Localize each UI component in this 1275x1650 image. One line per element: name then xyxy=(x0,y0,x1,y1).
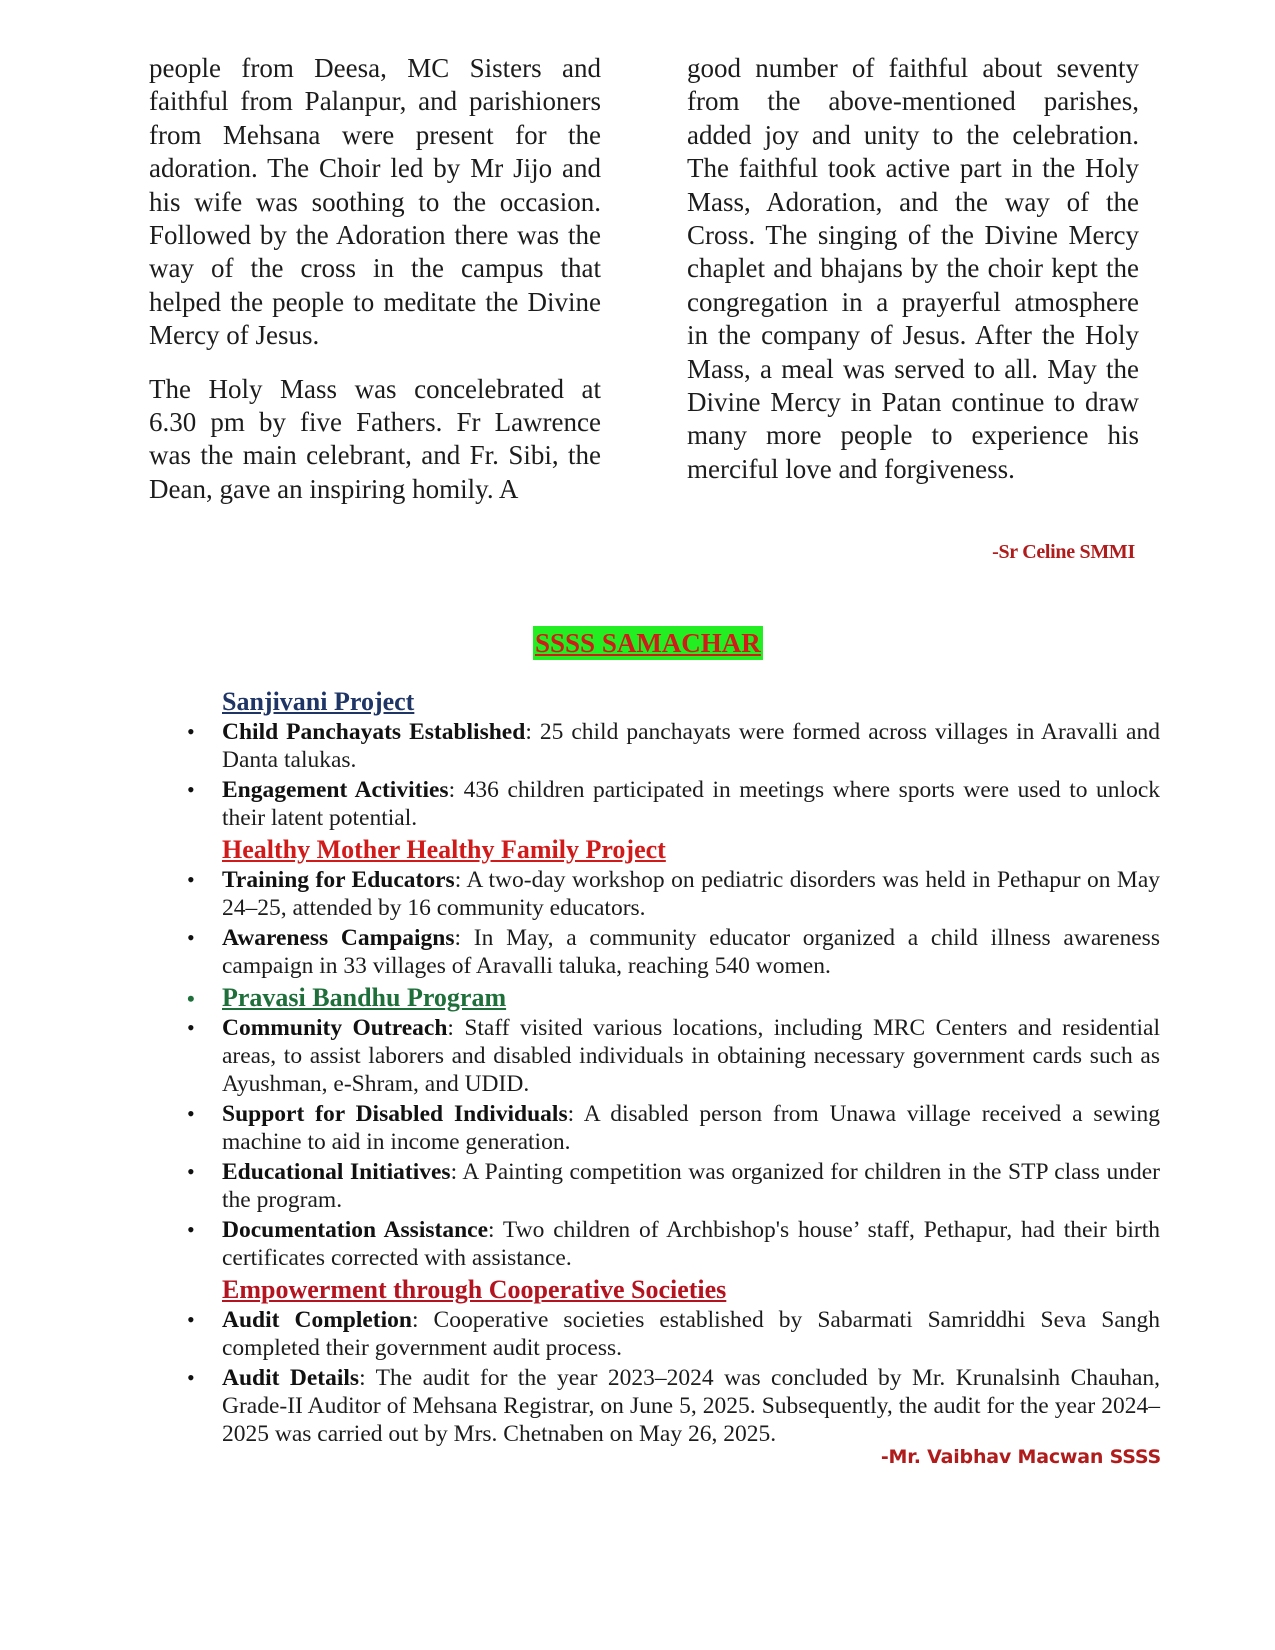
item-label: Support for Disabled Individuals xyxy=(222,1101,568,1127)
list-item xyxy=(187,1306,1160,1362)
item-label: Child Panchayats Established xyxy=(222,719,526,745)
item-label: Community Outreach xyxy=(222,1015,448,1041)
list-item xyxy=(187,866,1160,922)
item-text: : Staff visited various locations, including MRC Centers and residential areas, to assist laborers and disabled individuals in obtaining necessary government cards such as Ayushman, e-Shram, and UDID. xyxy=(222,1015,1160,1097)
item-label: Audit Details xyxy=(222,1365,360,1391)
item-text: : 25 child panchayats were formed across villages in Aravalli and Danta talukas. xyxy=(222,719,1160,773)
paragraph: good number of faithful about seventy from the above-mentioned parishes, added joy and unity to the celebration. The faithful took active part in the Holy Mass, Adoration, and the way of the Cross. The singing of the Divine Mercy chaplet and bhajans by the choir kept the congregation in a prayerful atmosphere in the company of Jesus. After the Holy Mass, a meal was served to all. May the Divine Mercy in Patan continue to draw many more people to experience his merciful love and forgiveness. xyxy=(687,53,1139,484)
list-item xyxy=(187,1100,1160,1156)
item-label: Audit Completion xyxy=(222,1307,412,1333)
list-item xyxy=(187,924,1160,980)
section-heading-text: SSSS SAMACHAR xyxy=(535,628,761,658)
samachar-list xyxy=(187,686,1160,1450)
list-item xyxy=(187,776,1160,832)
paragraph: people from Deesa, MC Sisters and faithful from Palanpur, and parishioners from Mehsana were present for the adoration. The Choir led by Mr Jijo and his wife was soothing to the occasion. Followed by the Adoration there was the way of the cross in the campus that helped the people to meditate the Divine Mercy of Jesus. xyxy=(149,53,601,351)
list-item xyxy=(187,1014,1160,1098)
list-item xyxy=(187,1158,1160,1214)
project-heading-healthy-mother: Healthy Mother Healthy Family Project xyxy=(222,835,666,864)
project-heading-cooperative-societies: Empowerment through Cooperative Societies xyxy=(222,1275,727,1304)
item-label: Engagement Activities xyxy=(222,777,449,803)
item-label: Training for Educators xyxy=(222,867,455,893)
right-column xyxy=(687,52,1139,506)
left-column xyxy=(149,52,601,526)
item-text: : The audit for the year 2023–2024 was concluded by Mr. Krunalsinh Chauhan, Grade-II Auditor of Mehsana Registrar, on June 5, 2025. Subsequently, the audit for the year 2024–2025 was carried out by Mrs. Chetnaben on May 26, 2025. xyxy=(222,1365,1160,1447)
list-item xyxy=(187,1216,1160,1272)
paragraph: The Holy Mass was concelebrated at 6.30 pm by five Fathers. Fr Lawrence was the main celebrant, and Fr. Sibi, the Dean, gave an inspiring homily. A xyxy=(149,373,601,504)
section-heading xyxy=(533,626,763,660)
project-heading-pravasi-bandhu: • Pravasi Bandhu Program xyxy=(187,982,1160,1013)
project-heading-sanjivani: Sanjivani Project xyxy=(222,687,415,716)
item-text: : 436 children participated in meetings where sports were used to unlock their latent potential. xyxy=(222,777,1160,831)
samachar-signature: -Mr. Vaibhav Macwan SSSS xyxy=(880,1446,1161,1468)
item-text: : Cooperative societies established by Sabarmati Samriddhi Seva Sangh completed their government audit process. xyxy=(222,1307,1160,1361)
item-text: : In May, a community educator organized a child illness awareness campaign in 33 villages of Aravalli taluka, reaching 540 women. xyxy=(222,925,1160,979)
list-item xyxy=(187,718,1160,774)
item-label: Documentation Assistance xyxy=(222,1217,489,1243)
item-label: Educational Initiatives xyxy=(222,1159,451,1185)
item-label: Awareness Campaigns xyxy=(222,925,455,951)
item-text: : Two children of Archbishop's house’ staff, Pethapur, had their birth certificates corrected with assistance. xyxy=(222,1217,1160,1271)
item-text: : A Painting competition was organized for children in the STP class under the program. xyxy=(222,1159,1160,1213)
item-text: : A two-day workshop on pediatric disorders was held in Pethapur on May 24–25, attended by 16 community educators. xyxy=(222,867,1160,921)
article-signature: -Sr Celine SMMI xyxy=(992,541,1135,563)
item-text: : A disabled person from Unawa village received a sewing machine to aid in income generation. xyxy=(222,1101,1160,1155)
list-item xyxy=(187,1364,1160,1448)
